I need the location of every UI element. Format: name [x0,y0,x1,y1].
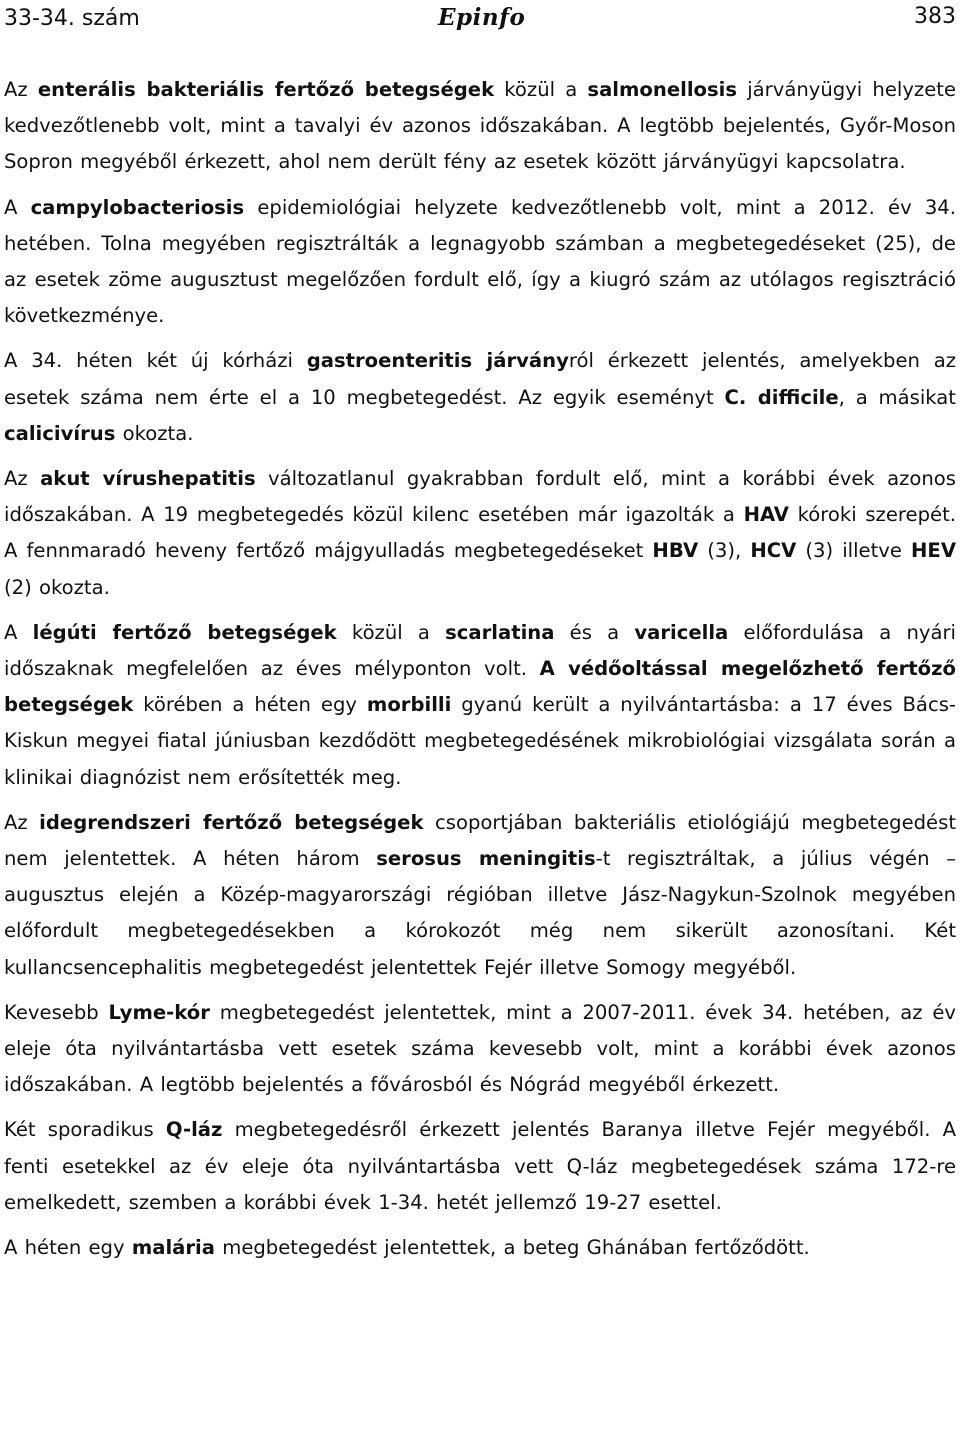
bold-term: Lyme-kór [108,1000,210,1024]
bold-term: akut vírushepatitis [40,467,256,491]
text-run: Az [4,467,41,491]
text-run: A [4,195,31,219]
text-run: A [4,620,33,644]
bold-term: légúti fertőző betegségek [32,620,337,644]
text-run: változatlanul gyakrabban fordult elő, mint a korábbi évek azonos időszakában. A 19 megbetegedés közül kilenc esetében már igazolták a [4,467,957,527]
paragraph-enteral [4,72,956,181]
text-run: (3), [698,539,751,563]
text-run: , a másikat [838,385,956,409]
text-run: előfordulása a nyári időszaknak megfelelően az éves mélyponton volt. [4,620,956,681]
text-run: Az [4,810,40,834]
text-run: (3) illetve [796,539,912,563]
epinfo-logo: Epinfo [438,4,526,31]
bold-term: HCV [750,539,797,563]
text-run: ról érkezett jelentés, amelyekben az esetek száma nem érte el a 10 megbetegedést. Az egyik eseményt [4,349,957,409]
text-run: A 34. héten két új kórházi [4,349,307,373]
text-run: járványügyi helyzete kedvezőtlenebb volt, mint a tavalyi év azonos időszakában. A legtöbb bejelentés, Győr-Moson Sopron megyéből érkezett, ahol nem derült fény az esetek között járványügyi kapcsolatra. [4,78,956,174]
text-run: megbetegedést jelentettek, a beteg Ghánában fertőződött. [215,1236,810,1260]
text-run: okozta. [115,421,194,445]
text-run: Kevesebb [4,1000,109,1024]
bold-term: A védőoltással megelőzhető fertőző betegségek [4,657,956,717]
text-run: (2) okozta. [4,575,110,599]
paragraph-q-fever [4,1112,956,1221]
paragraph-gastroenteritis [4,343,956,452]
bold-term: scarlatina [445,620,555,644]
text-run: csoportjában bakteriális etiológiájú megbetegedést nem jelentettek. A héten három [4,810,957,871]
bold-term: gastroenteritis járvány [306,349,569,373]
text-run: -t regisztráltak, a július végén – augusztus elején a Közép-magyarországi régióban illetve Jász-Nagykun-Szolnok megyében előfordult megbetegedésekben a kórokozót még nem sikerült azonosítani. Két kullancsencephalitis megbetegedést jelentettek Fejér illetve Somogy megyéből. [4,847,956,979]
bold-term: HBV [652,539,699,563]
bold-term: HAV [743,503,789,527]
bold-term: campylobacteriosis [30,195,245,219]
text-run: és a [554,620,635,644]
bold-term: HEV [911,539,956,563]
paragraph-neurological [4,805,956,986]
text-run: közül a [336,620,446,644]
issue-number: 33-34. szám [4,6,140,31]
text-run: gyanú került a nyilvántartásba: a 17 éves Bács-Kiskun megyei fiatal júniusban kezdődött megbetegedésének mikrobiológiai vizsgálata során a klinikai diagnózist nem erősítették meg. [4,693,956,789]
bold-term: morbilli [366,693,452,717]
text-run: közül a [494,78,588,101]
text-run: körében a héten egy [133,693,367,717]
paragraph-malaria [4,1230,956,1266]
paragraph-hepatitis [4,461,956,606]
bold-term: calicivírus [4,421,116,445]
bold-term: enterális bakteriális fertőző betegségek [37,78,495,101]
paragraph-respiratory [4,615,956,796]
bold-term: varicella [634,620,729,644]
bold-term: idegrendszeri fertőző betegségek [39,810,424,834]
text-run: Az [4,78,38,101]
text-run: Két sporadikus [4,1118,166,1142]
paragraph-lyme [4,995,956,1104]
paragraph-campylobacteriosis [4,190,956,335]
bold-term: serosus meningitis [376,847,596,871]
text-run: megbetegedésről érkezett jelentés Baranya illetve Fejér megyéből. A fenti esetekkel az év eleje óta nyilvántartásba vett Q-láz megbetegedések száma 172-re emelkedett, szemben a korábbi évek 1-34. hetét jellemző 19-27 esettel. [4,1118,957,1214]
text-run: kóroki szerepét. A fennmaradó heveny fertőző májgyulladás megbetegedéseket [4,503,956,563]
page-header [0,0,960,40]
text-run: epidemiológiai helyzete kedvezőtlenebb volt, mint a 2012. év 34. hetében. Tolna megyében regisztrálták a legnagyobb számban a megbetegedéseket (25), de az esetek zöme augusztust megelőzően fordult elő, így a kiugró szám az utólagos regisztráció következménye. [4,195,956,328]
text-run: megbetegedést jelentettek, mint a 2007-2011. évek 34. hetében, az év eleje óta nyilvántartásba vett esetek száma kevesebb volt, mint a korábbi évek azonos időszakában. A legtöbb bejelentés a fővárosból és Nógrád megyéből érkezett. [4,1000,956,1097]
bold-term: Q-láz [165,1118,223,1142]
bold-term: salmonellosis [587,78,738,101]
bold-term: C. difficile [724,385,839,409]
report-body [4,72,956,1275]
page-number: 383 [914,4,956,29]
text-run: A héten egy [4,1236,132,1260]
bold-term: malária [131,1236,215,1260]
